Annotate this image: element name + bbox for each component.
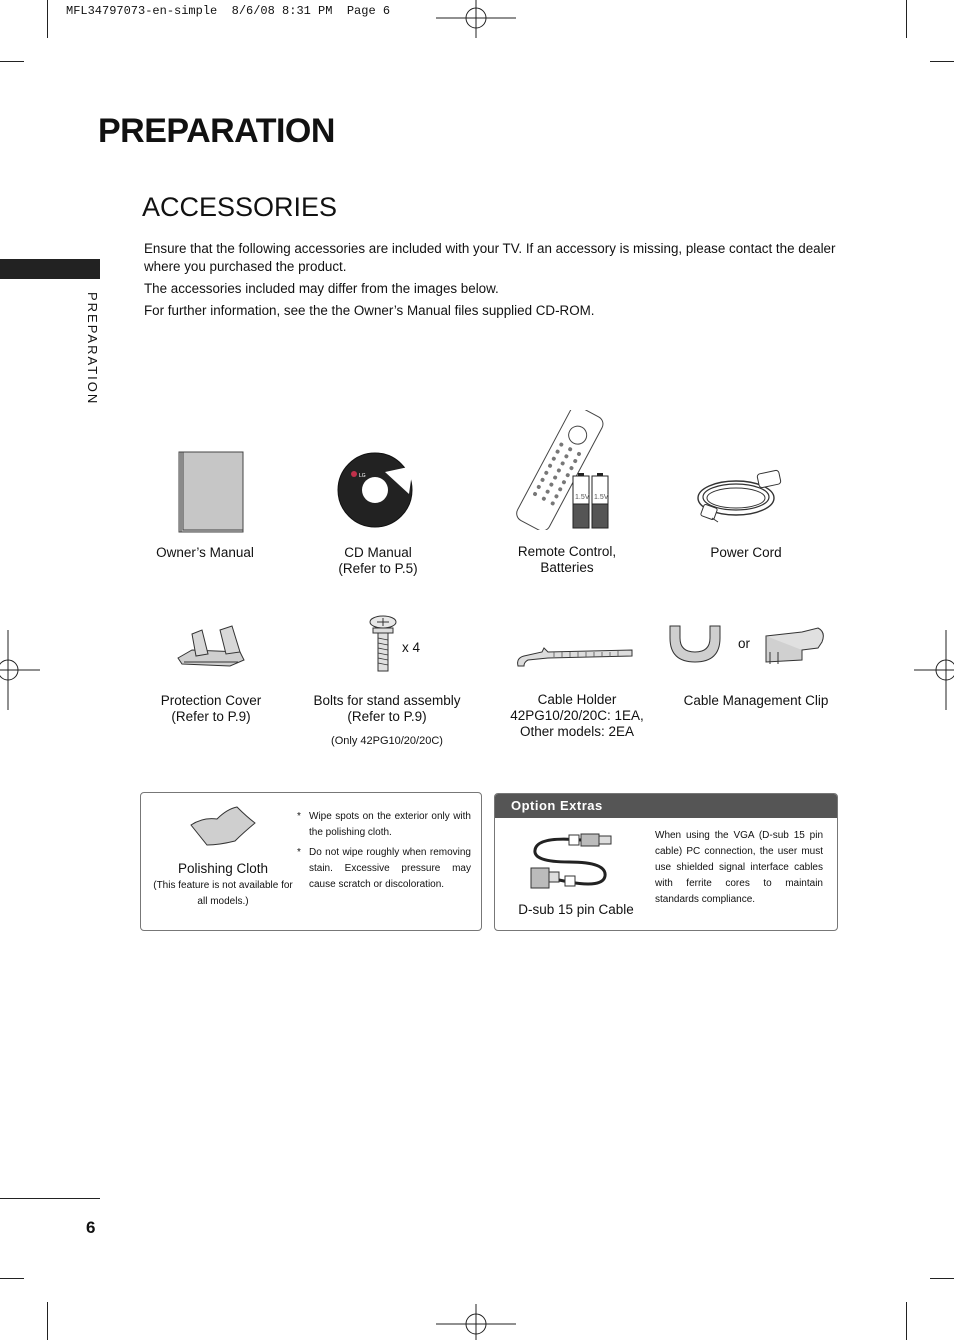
- bolts-quantity: x 4: [402, 640, 421, 655]
- cd-logo-text: LG: [359, 473, 366, 479]
- crop-mark: [47, 1302, 48, 1340]
- polishing-bullet: * Wipe spots on the exterior only with the polishing cloth.: [297, 811, 471, 838]
- option-extras-description: When using the VGA (D-sub 15 pin cable) PC connection, the user must use shielded signal interface cables with ferrite cores to maintain standards compliance.: [655, 830, 823, 905]
- print-header: MFL34797073-en-simple 8/6/08 8:31 PM Page 6: [66, 4, 391, 18]
- polishing-cloth-label: Polishing Cloth (This feature is not available for all models.): [153, 861, 293, 907]
- polishing-cloth-box: [140, 792, 482, 931]
- cable-clip-u-image: [668, 624, 722, 664]
- side-tab-bar: [0, 259, 100, 279]
- remote-control-image: [503, 410, 613, 530]
- battery-voltage-text: 1.5V: [594, 494, 609, 501]
- cable-clip-image: [762, 624, 826, 666]
- crop-mark: [906, 0, 907, 38]
- registration-mark-left: [0, 630, 40, 710]
- registration-mark-bottom: [436, 1302, 516, 1340]
- intro-text: [144, 240, 844, 324]
- crop-mark: [0, 1278, 24, 1279]
- intro-paragraph: Ensure that the following accessories are included with your TV. If an accessory is missing, please contact the dealer where you purchased the product.: [144, 241, 836, 274]
- crop-mark: [930, 61, 954, 62]
- crop-mark: [0, 61, 24, 62]
- owners-manual-image: [178, 450, 248, 534]
- intro-paragraph: For further information, see the the Owner’s Manual files supplied CD-ROM.: [144, 303, 595, 318]
- registration-mark-right: [914, 630, 954, 710]
- crop-mark: [906, 1302, 907, 1340]
- option-extras-box: [494, 793, 838, 931]
- dsub-cable-label: D-sub 15 pin Cable: [518, 902, 634, 917]
- dsub-cable-image: [529, 832, 613, 894]
- bolt-image: [368, 614, 398, 676]
- cd-manual-label: CD Manual (Refer to P.5): [338, 545, 418, 576]
- cd-image: [337, 452, 417, 528]
- option-extras-header: Option Extras: [495, 794, 837, 818]
- side-label: PREPARATION: [85, 292, 100, 406]
- battery-voltage-text: 1.5V: [575, 494, 590, 501]
- polishing-bullets: [297, 809, 471, 897]
- polishing-cloth-image: [187, 805, 259, 847]
- remote-control-label: Remote Control, Batteries: [517, 544, 617, 575]
- cable-clip-label: Cable Management Clip: [683, 693, 829, 708]
- registration-mark-top: [436, 0, 516, 40]
- owners-manual-label: Owner’s Manual: [156, 545, 254, 560]
- page-title: PREPARATION: [98, 112, 335, 150]
- footer-rule: [0, 1198, 100, 1199]
- power-cord-label: Power Cord: [710, 545, 782, 560]
- or-text: or: [737, 636, 750, 651]
- page-number: 6: [86, 1218, 96, 1237]
- cable-holder-label: Cable Holder 42PG10/20/20C: 1EA, Other models: 2EA: [510, 692, 644, 739]
- polishing-bullet: * Do not wipe roughly when removing stain. Excessive pressure may cause scratch or discoloration.: [297, 847, 471, 890]
- protection-cover-image: [174, 624, 250, 670]
- crop-mark: [47, 0, 48, 38]
- intro-paragraph: The accessories included may differ from the images below.: [144, 281, 499, 296]
- protection-cover-label: Protection Cover (Refer to P.9): [160, 693, 262, 724]
- cable-holder-image: [514, 640, 636, 670]
- bolts-label: Bolts for stand assembly (Refer to P.9) (Only 42PG10/20/20C): [313, 693, 461, 747]
- power-cord-image: [694, 468, 790, 524]
- crop-mark: [930, 1278, 954, 1279]
- section-title: ACCESSORIES: [142, 192, 338, 222]
